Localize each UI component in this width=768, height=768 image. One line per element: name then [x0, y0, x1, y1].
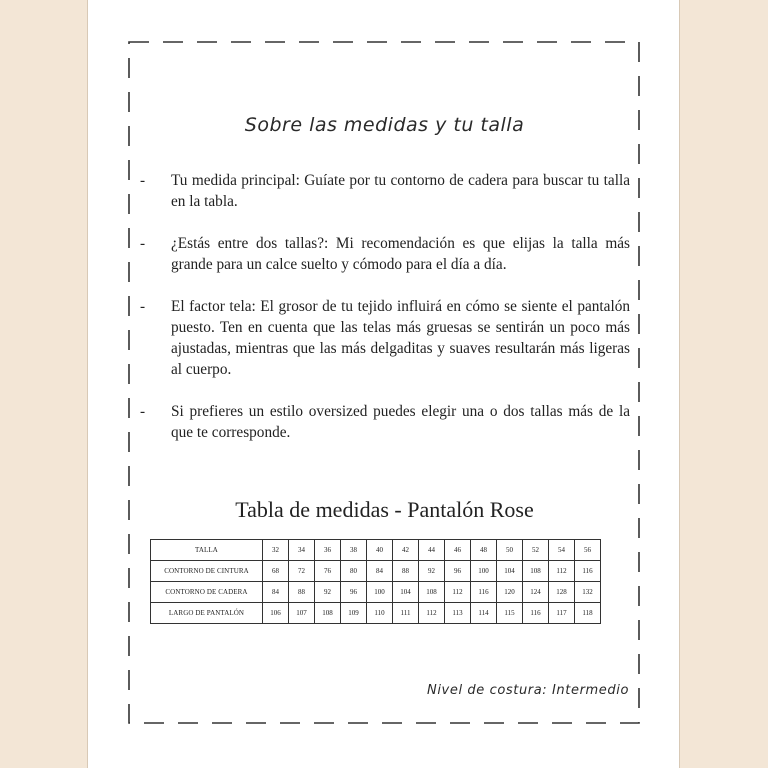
table-cell: 42 [393, 540, 419, 561]
table-cell: 108 [315, 603, 341, 624]
table-cell: 115 [497, 603, 523, 624]
table-cell: 113 [445, 603, 471, 624]
table-cell: 48 [471, 540, 497, 561]
table-cell: 52 [523, 540, 549, 561]
table-cell: 106 [263, 603, 289, 624]
table-cell: 120 [497, 582, 523, 603]
table-cell: 88 [393, 561, 419, 582]
table-cell: 118 [575, 603, 601, 624]
table-row [151, 582, 601, 603]
table-cell: 128 [549, 582, 575, 603]
table-cell: 107 [289, 603, 315, 624]
table-cell: 88 [289, 582, 315, 603]
table-cell: 80 [341, 561, 367, 582]
row-label: CONTORNO DE CINTURA [151, 561, 263, 582]
table-cell: 84 [263, 582, 289, 603]
table-cell: 92 [419, 561, 445, 582]
tip-text: Si prefieres un estilo oversized puedes elegir una o dos tallas más de la que te corresponde. [171, 403, 630, 441]
table-cell: 112 [419, 603, 445, 624]
table-cell: 112 [445, 582, 471, 603]
table-row [151, 561, 601, 582]
table-cell: 116 [575, 561, 601, 582]
table-cell: 108 [523, 561, 549, 582]
table-cell: 44 [419, 540, 445, 561]
table-cell: 72 [289, 561, 315, 582]
table-cell: 38 [341, 540, 367, 561]
row-label: TALLA [151, 540, 263, 561]
tip-text: El factor tela: El grosor de tu tejido influirá en cómo se siente el pantalón puesto. Ten en cuenta que las telas más gruesas se sentirán un poco más ajustadas, mientras que las más delgaditas y suaves resultarán más ligeras al cuerpo. [171, 298, 630, 378]
table-row [151, 540, 601, 561]
table-cell: 36 [315, 540, 341, 561]
list-item [140, 170, 630, 212]
table-cell: 34 [289, 540, 315, 561]
row-label: LARGO DE PANTALÓN [151, 603, 263, 624]
bullet-marker: - [140, 235, 146, 252]
document-page [87, 0, 680, 768]
table-cell: 104 [497, 561, 523, 582]
table-cell: 111 [393, 603, 419, 624]
table-cell: 114 [471, 603, 497, 624]
sewing-level: Nivel de costura: Intermedio [427, 683, 629, 698]
table-cell: 116 [471, 582, 497, 603]
table-cell: 109 [341, 603, 367, 624]
table-cell: 96 [445, 561, 471, 582]
table-cell: 76 [315, 561, 341, 582]
table-cell: 54 [549, 540, 575, 561]
bullet-marker: - [140, 172, 146, 189]
row-label: CONTORNO DE CADERA [151, 582, 263, 603]
tips-list [140, 170, 630, 464]
table-cell: 40 [367, 540, 393, 561]
table-cell: 96 [341, 582, 367, 603]
table-cell: 108 [419, 582, 445, 603]
table-cell: 132 [575, 582, 601, 603]
table-cell: 104 [393, 582, 419, 603]
table-cell: 117 [549, 603, 575, 624]
table-cell: 116 [523, 603, 549, 624]
table-title: Tabla de medidas - Pantalón Rose [235, 497, 534, 522]
size-table [150, 539, 601, 624]
table-cell: 56 [575, 540, 601, 561]
table-cell: 84 [367, 561, 393, 582]
list-item [140, 296, 630, 380]
table-cell: 32 [263, 540, 289, 561]
list-item [140, 401, 630, 443]
table-cell: 100 [367, 582, 393, 603]
table-cell: 46 [445, 540, 471, 561]
table-row [151, 603, 601, 624]
bullet-marker: - [140, 403, 146, 420]
table-cell: 110 [367, 603, 393, 624]
table-cell: 124 [523, 582, 549, 603]
tip-text: Tu medida principal: Guíate por tu contorno de cadera para buscar tu talla en la tabla. [171, 172, 630, 210]
table-cell: 100 [471, 561, 497, 582]
bullet-marker: - [140, 298, 146, 315]
tip-text: ¿Estás entre dos tallas?: Mi recomendación es que elijas la talla más grande para un calce suelto y cómodo para el día a día. [171, 235, 630, 273]
table-cell: 112 [549, 561, 575, 582]
table-cell: 68 [263, 561, 289, 582]
page-heading: Sobre las medidas y tu talla [244, 113, 525, 136]
table-cell: 50 [497, 540, 523, 561]
list-item [140, 233, 630, 275]
table-cell: 92 [315, 582, 341, 603]
